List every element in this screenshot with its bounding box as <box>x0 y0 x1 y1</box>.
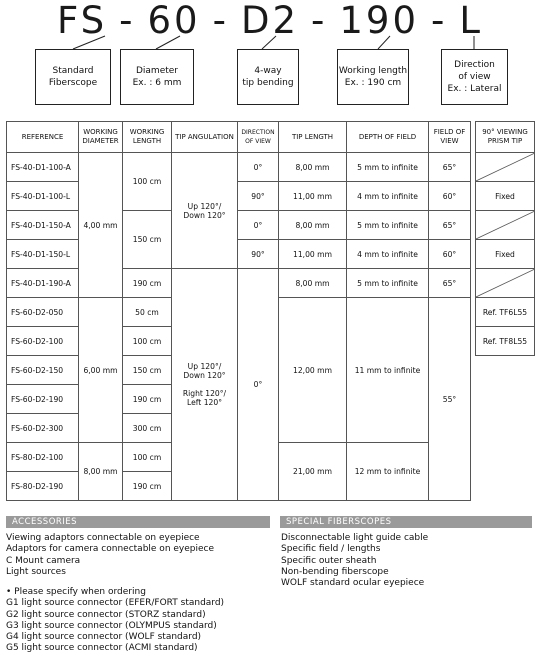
connector-options-list <box>6 587 224 655</box>
reference-cell: FS-60-D2-100 <box>7 327 79 356</box>
code-box-direction <box>441 49 508 105</box>
list-item: C Mount camera <box>6 555 81 566</box>
depth-cell: 5 mm to infinite <box>347 211 429 240</box>
length-cell: 190 cm <box>123 472 172 501</box>
tip-length-cell: 12,00 mm <box>279 298 347 443</box>
code-part-direction: L <box>459 0 483 42</box>
code-part-diameter: 60 <box>147 0 201 42</box>
list-item: Disconnectable light guide cable <box>281 533 429 543</box>
code-separator: - <box>212 0 229 42</box>
code-box-text: 4-way tip bending <box>242 66 294 88</box>
reference-cell: FS-40-D1-100-L <box>7 182 79 211</box>
prism-empty-cell <box>476 211 535 240</box>
table-row <box>7 153 471 182</box>
prism-cell: Fixed <box>476 240 535 269</box>
list-item: G1 light source connector (EFER/FORT standard) <box>6 598 225 609</box>
tip-length-cell: 11,00 mm <box>279 182 347 211</box>
length-cell: 190 cm <box>123 269 172 298</box>
header-tip-length: TIP LENGTH <box>279 122 347 153</box>
code-part-length: 190 <box>339 0 419 42</box>
code-box-text: Standard Fiberscope <box>48 66 98 88</box>
reference-cell: FS-80-D2-100 <box>7 443 79 472</box>
table-row <box>7 240 471 269</box>
table-row <box>7 182 471 211</box>
depth-cell: 5 mm to infinite <box>347 269 429 298</box>
table-row <box>476 240 535 269</box>
length-cell: 300 cm <box>123 414 172 443</box>
reference-cell: FS-80-D2-190 <box>7 472 79 501</box>
header-field-of-view: FIELD OF VIEW <box>429 122 471 153</box>
header-reference: REFERENCE <box>7 122 79 153</box>
diagonal-line-icon <box>476 211 535 239</box>
length-cell: 100 cm <box>123 327 172 356</box>
tip-length-cell: 8,00 mm <box>279 211 347 240</box>
reference-cell: FS-40-D1-150-L <box>7 240 79 269</box>
diameter-cell: 4,00 mm <box>79 153 123 298</box>
code-box-text: Diameter Ex. : 6 mm <box>132 66 182 88</box>
header-prism-tip: 90° VIEWING PRISM TIP <box>476 122 535 153</box>
direction-cell: 0° <box>238 153 279 182</box>
header-depth-of-field: DEPTH OF FIELD <box>347 122 429 153</box>
list-item: • Please specify when ordering <box>6 587 146 597</box>
spec-table <box>6 121 471 501</box>
list-item: G3 light source connector (OLYMPUS standard) <box>6 620 217 631</box>
length-cell: 150 cm <box>123 211 172 269</box>
length-cell: 100 cm <box>123 153 172 211</box>
reference-cell: FS-60-D2-150 <box>7 356 79 385</box>
prism-empty-cell <box>476 269 535 298</box>
length-cell: 150 cm <box>123 356 172 385</box>
direction-cell: 0° <box>238 211 279 240</box>
list-item: Specific field / lengths <box>281 544 381 555</box>
code-separator: - <box>430 0 448 42</box>
tip-angulation-cell: Up 120°/ Down 120° Right 120°/ Left 120° <box>172 269 238 501</box>
code-box-bending <box>237 49 299 105</box>
tip-length-cell: 11,00 mm <box>279 240 347 269</box>
tip-length-cell: 8,00 mm <box>279 269 347 298</box>
list-item: Specific outer sheath <box>281 555 377 566</box>
special-fiberscopes-list <box>281 533 428 589</box>
table-row <box>7 269 471 298</box>
code-box-length <box>337 49 409 105</box>
depth-cell: 11 mm to infinite <box>347 298 429 443</box>
table-header-row <box>7 122 471 153</box>
prism-cell: Ref. TF6L55 <box>476 298 535 327</box>
header-tip-angulation: TIP ANGULATION <box>172 122 238 153</box>
list-item: G2 light source connector (STORZ standard) <box>6 609 206 620</box>
field-cell: 60° <box>429 182 471 211</box>
tip-length-cell: 8,00 mm <box>279 153 347 182</box>
depth-cell: 5 mm to infinite <box>347 153 429 182</box>
direction-cell: 0° <box>238 269 279 501</box>
accessories-header <box>6 516 270 528</box>
prism-empty-cell <box>476 153 535 182</box>
list-item: Non-bending fiberscope <box>281 566 389 577</box>
reference-cell: FS-60-D2-300 <box>7 414 79 443</box>
field-cell: 55° <box>429 298 471 501</box>
header-working-diameter: WORKING DIAMETER <box>79 122 123 153</box>
list-item: Viewing adaptors connectable on eyepiece <box>6 533 200 543</box>
reference-cell: FS-40-D1-100-A <box>7 153 79 182</box>
direction-cell: 90° <box>238 240 279 269</box>
code-box-fiberscope <box>35 49 111 105</box>
header-working-length: WORKING LENGTH <box>123 122 172 153</box>
tip-angulation-cell: Up 120°/ Down 120° <box>172 153 238 269</box>
code-box-diameter <box>120 49 194 105</box>
table-row <box>476 211 535 240</box>
table-row <box>476 153 535 182</box>
field-cell: 60° <box>429 240 471 269</box>
tip-length-cell: 21,00 mm <box>279 443 347 501</box>
code-box-text: Working length Ex. : 190 cm <box>338 66 408 88</box>
section-title: ACCESSORIES <box>12 517 78 527</box>
diameter-cell: 6,00 mm <box>79 298 123 443</box>
header-direction-of-view: DIRECTION OF VIEW <box>238 122 279 153</box>
list-item: G4 light source connector (WOLF standard) <box>6 632 202 643</box>
prism-tip-table-container <box>475 121 535 356</box>
table-row <box>476 182 535 211</box>
length-cell: 100 cm <box>123 443 172 472</box>
depth-cell: 12 mm to infinite <box>347 443 429 501</box>
reference-cell: FS-60-D2-050 <box>7 298 79 327</box>
reference-cell: FS-40-D1-190-A <box>7 269 79 298</box>
prism-cell: Ref. TF8L55 <box>476 327 535 356</box>
list-item: G5 light source connector (ACMI standard) <box>6 643 198 654</box>
depth-cell: 4 mm to infinite <box>347 240 429 269</box>
field-cell: 65° <box>429 269 471 298</box>
list-item: Adaptors for camera connectable on eyepiece <box>6 544 215 555</box>
prism-cell: Fixed <box>476 182 535 211</box>
field-cell: 65° <box>429 153 471 182</box>
depth-cell: 4 mm to infinite <box>347 182 429 211</box>
diagonal-line-icon <box>476 153 535 181</box>
field-cell: 65° <box>429 211 471 240</box>
code-box-text: Direction of view Ex. : Lateral <box>447 60 502 94</box>
reference-cell: FS-40-D1-150-A <box>7 211 79 240</box>
code-part-series: FS <box>57 0 108 42</box>
accessories-list <box>6 533 214 578</box>
diagonal-line-icon <box>476 269 535 297</box>
length-cell: 50 cm <box>123 298 172 327</box>
table-row <box>7 211 471 240</box>
spec-table-container <box>6 121 471 501</box>
reference-cell: FS-60-D2-190 <box>7 385 79 414</box>
direction-cell: 90° <box>238 182 279 211</box>
code-part-bending: D2 <box>240 0 299 42</box>
table-row <box>476 269 535 298</box>
length-cell: 190 cm <box>123 385 172 414</box>
section-title: SPECIAL FIBERSCOPES <box>286 517 392 527</box>
code-separator: - <box>311 0 328 42</box>
table-header-row <box>476 122 535 153</box>
diameter-cell: 8,00 mm <box>79 443 123 501</box>
code-separator: - <box>119 0 136 42</box>
prism-tip-table <box>475 121 535 356</box>
special-fiberscopes-header <box>280 516 532 528</box>
list-item: WOLF standard ocular eyepiece <box>281 578 425 589</box>
list-item: Light sources <box>6 566 66 577</box>
